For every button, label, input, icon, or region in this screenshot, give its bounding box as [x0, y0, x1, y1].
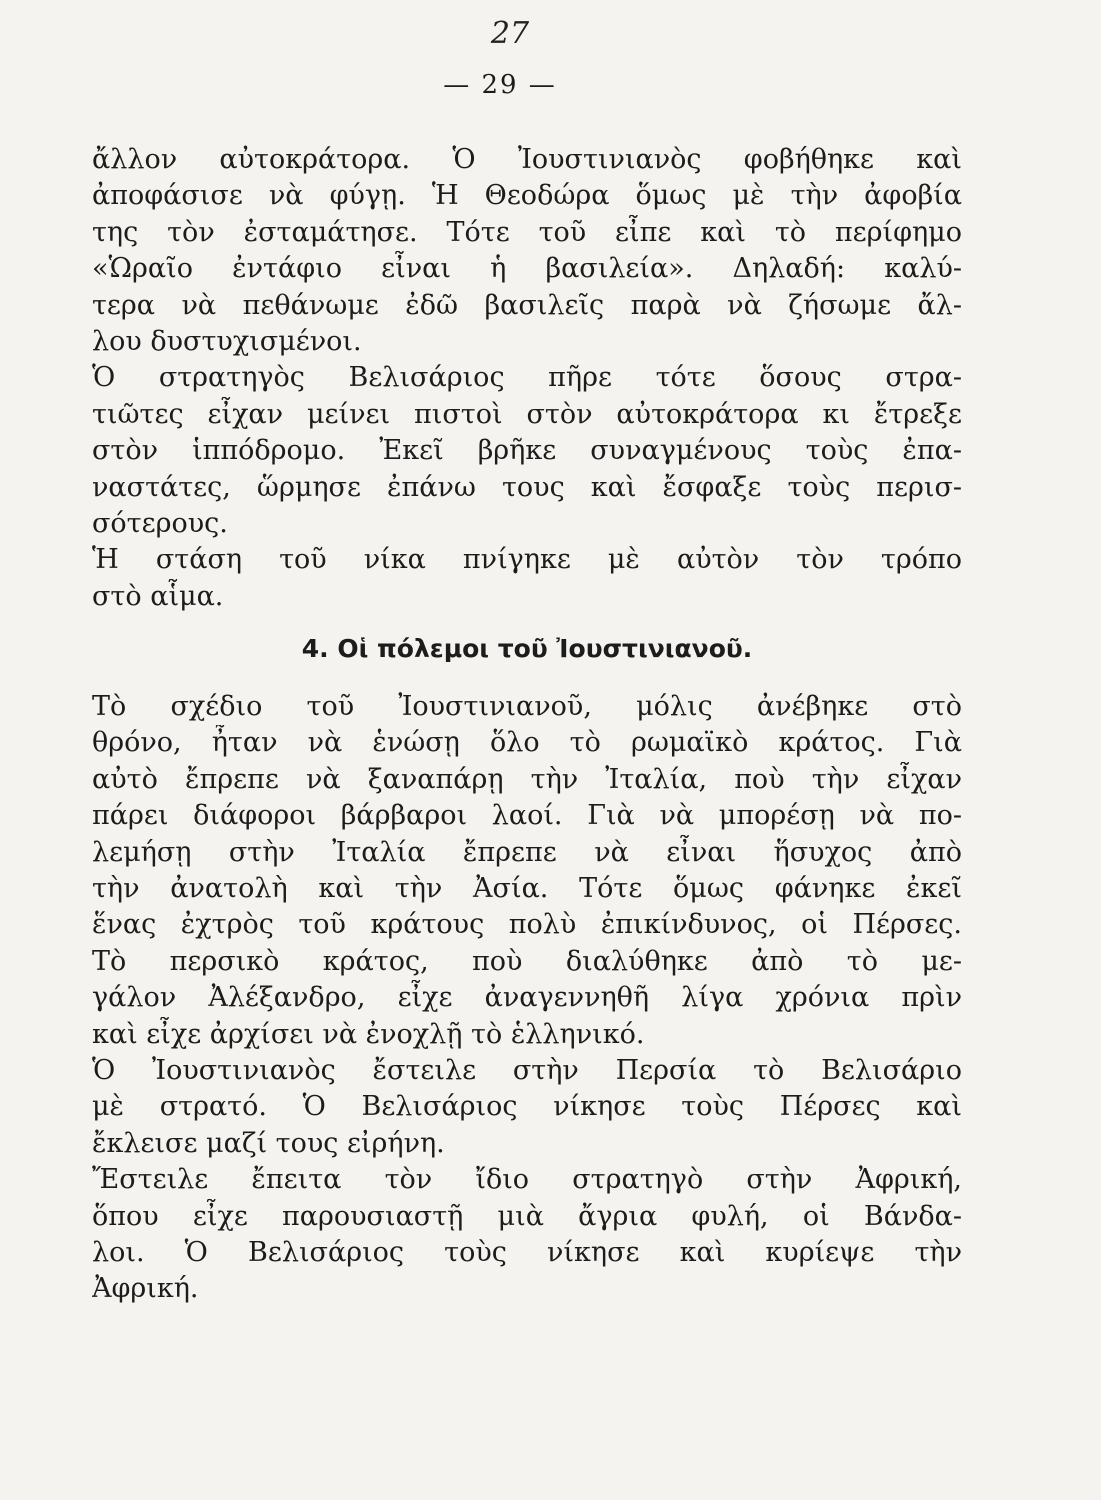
text-line: στὸ αἷμα.: [92, 580, 224, 612]
section-heading: 4. Οἱ πόλεμοι τοῦ Ἰουστινιανοῦ.: [301, 634, 753, 664]
text-line: αὐτὸ ἔπρεπε νὰ ξαναπάρῃ τὴν Ἰταλία, ποὺ τὴν εἶχαν: [92, 763, 962, 795]
text-line: πάρει διάφοροι βάρβαροι λαοί. Γιὰ νὰ μπορέσῃ νὰ πο-: [92, 800, 962, 832]
text-line: ἄλλον αὐτοκράτορα. Ὁ Ἰουστινιανὸς φοβήθηκε καὶ: [92, 144, 962, 175]
text-line: λεμήσῃ στὴν Ἰταλία ἔπρεπε νὰ εἶναι ἥσυχος ἀπὸ: [92, 836, 962, 868]
text-line: ἔκλεισε μαζί τους εἰρήνη.: [92, 1127, 445, 1159]
text-line: Ἀφρική.: [92, 1273, 199, 1305]
text-line: γάλον Ἀλέξανδρο, εἶχε ἀναγεννηθῆ λίγα χρόνια πρὶν: [92, 982, 962, 1014]
text-line: Ὁ στρατηγὸς Βελισάριος πῆρε τότε ὅσους στρα-: [92, 362, 962, 394]
text-line: ναστάτες, ὥρμησε ἐπάνω τους καὶ ἔσφαξε τοὺς περισ-: [92, 471, 962, 503]
text-line: θρόνο, ἦταν νὰ ἑνώσῃ ὅλο τὸ ρωμαϊκὸ κράτος. Γιὰ: [92, 727, 962, 759]
text-line: «Ὡραῖο ἐντάφιο εἶναι ἡ βασιλεία». Δηλαδή: καλύ-: [92, 253, 962, 285]
page-number: — 29 —: [443, 70, 557, 100]
text-line: Ἔστειλε ἔπειτα τὸν ἴδιο στρατηγὸ στὴν Ἀφρική,: [92, 1164, 962, 1196]
body-text: [92, 142, 962, 1308]
text-line: ὅπου εἶχε παρουσιαστῇ μιὰ ἄγρια φυλή, οἱ Βάνδα-: [92, 1200, 962, 1232]
text-line: ἕνας ἐχτρὸς τοῦ κράτους πολὺ ἐπικίνδυνος, οἱ Πέρσες.: [92, 909, 962, 941]
text-line: της τὸν ἐσταμάτησε. Τότε τοῦ εἶπε καὶ τὸ περίφημο: [92, 216, 962, 248]
text-line: Τὸ σχέδιο τοῦ Ἰουστινιανοῦ, μόλις ἀνέβηκε στὸ: [92, 691, 962, 723]
handwritten-page-number: 27: [490, 16, 530, 51]
text-line: Ἡ στάση τοῦ νίκα πνίγηκε μὲ αὐτὸν τὸν τρόπο: [92, 544, 962, 576]
text-line: λου δυστυχισμένοι.: [92, 325, 362, 357]
text-line: τιῶτες εἶχαν μείνει πιστοὶ στὸν αὐτοκράτορα κι ἔτρεξε: [92, 398, 962, 430]
text-line: Τὸ περσικὸ κράτος, ποὺ διαλύθηκε ἀπὸ τὸ με-: [92, 945, 962, 977]
text-line: καὶ εἶχε ἀρχίσει νὰ ἐνοχλῇ τὸ ἑλληνικό.: [92, 1018, 645, 1050]
text-line: σότερους.: [92, 507, 228, 539]
text-line: λοι. Ὁ Βελισάριος τοὺς νίκησε καὶ κυρίεψε τὴν: [92, 1236, 962, 1268]
text-line: τερα νὰ πεθάνωμε ἐδῶ βασιλεῖς παρὰ νὰ ζήσωμε ἄλ-: [92, 289, 962, 321]
text-line: μὲ στρατό. Ὁ Βελισάριος νίκησε τοὺς Πέρσες καὶ: [92, 1091, 962, 1123]
text-line: ἀποφάσισε νὰ φύγῃ. Ἡ Θεοδώρα ὅμως μὲ τὴν ἀφοβία: [92, 180, 962, 212]
text-line: τὴν ἀνατολὴ καὶ τὴν Ἀσία. Τότε ὅμως φάνηκε ἐκεῖ: [92, 873, 962, 905]
text-line: Ὁ Ἰουστινιανὸς ἔστειλε στὴν Περσία τὸ Βελισάριο: [92, 1054, 962, 1086]
text-line: στὸν ἱππόδρομο. Ἐκεῖ βρῆκε συναγμένους τοὺς ἐπα-: [92, 435, 962, 467]
